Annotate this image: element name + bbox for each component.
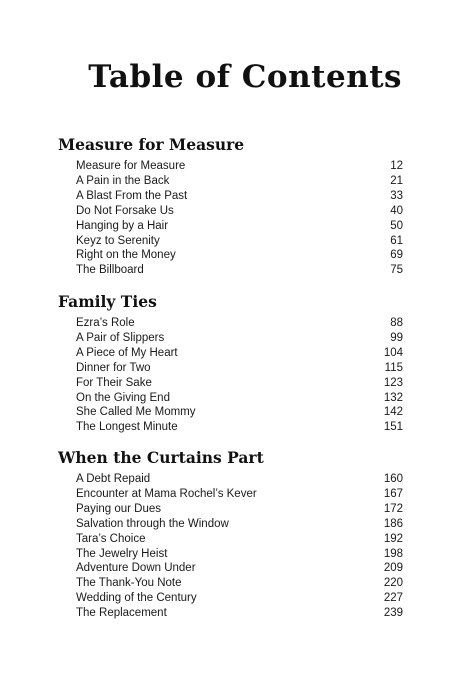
entry-title: The Replacement — [76, 607, 167, 620]
toc-entry[interactable] — [58, 316, 403, 331]
entry-list — [58, 472, 403, 621]
toc-entry[interactable] — [58, 420, 403, 435]
entry-title: Right on the Money — [76, 249, 176, 262]
toc-entry[interactable] — [58, 263, 403, 278]
entry-title: Do Not Forsake Us — [76, 204, 174, 217]
entry-page-number: 192 — [383, 532, 403, 545]
entry-title: The Thank-You Note — [76, 577, 182, 590]
toc-entry[interactable] — [58, 472, 403, 487]
entry-title: Tara’s Choice — [76, 532, 146, 545]
entry-page-number: 104 — [383, 346, 403, 359]
entry-list — [58, 316, 403, 435]
entry-page-number: 220 — [383, 577, 403, 590]
entry-title: The Longest Minute — [76, 421, 178, 434]
entry-page-number: 227 — [383, 592, 403, 605]
entry-title: Keyz to Serenity — [76, 234, 160, 247]
entry-page-number: 99 — [390, 331, 403, 344]
entry-list — [58, 159, 403, 278]
toc-entry[interactable] — [58, 361, 403, 376]
entry-page-number: 88 — [390, 317, 403, 330]
entry-page-number: 160 — [383, 473, 403, 486]
entry-page-number: 50 — [390, 219, 403, 232]
page-title: Table of Contents — [88, 59, 402, 95]
entry-page-number: 209 — [383, 562, 403, 575]
section-heading: Family Ties — [58, 292, 157, 311]
toc-entry[interactable] — [58, 517, 403, 532]
entry-page-number: 12 — [390, 160, 403, 173]
toc-entry[interactable] — [58, 174, 403, 189]
entry-page-number: 151 — [383, 421, 403, 434]
entry-title: A Debt Repaid — [76, 473, 151, 486]
entry-page-number: 61 — [390, 234, 403, 247]
entry-page-number: 40 — [390, 204, 403, 217]
entry-title: A Pain in the Back — [76, 174, 170, 187]
entry-title: The Jewelry Heist — [76, 547, 168, 560]
toc-entry[interactable] — [58, 219, 403, 234]
entry-page-number: 115 — [384, 361, 403, 374]
entry-title: A Pair of Slippers — [76, 331, 165, 344]
entry-page-number: 123 — [383, 376, 403, 389]
toc-entry[interactable] — [58, 405, 403, 420]
section-heading: When the Curtains Part — [58, 448, 264, 467]
entry-title: Encounter at Mama Rochel’s Kever — [76, 487, 257, 500]
entry-page-number: 21 — [390, 174, 403, 187]
entry-page-number: 186 — [383, 517, 403, 530]
entry-title: A Blast From the Past — [76, 189, 188, 202]
entry-page-number: 132 — [383, 391, 403, 404]
toc-entry[interactable] — [58, 547, 403, 562]
entry-title: Wedding of the Century — [76, 592, 197, 605]
entry-title: Hanging by a Hair — [76, 219, 169, 232]
toc-entry[interactable] — [58, 391, 403, 406]
toc-section — [58, 449, 403, 621]
toc-section — [58, 293, 403, 435]
toc-entry[interactable] — [58, 234, 403, 249]
toc-entry[interactable] — [58, 376, 403, 391]
toc-entry[interactable] — [58, 502, 403, 517]
toc-entry[interactable] — [58, 248, 403, 263]
entry-title: Ezra’s Role — [76, 317, 135, 330]
entry-title: Salvation through the Window — [76, 517, 229, 530]
entry-title: For Their Sake — [76, 376, 152, 389]
entry-page-number: 239 — [383, 607, 403, 620]
entry-page-number: 33 — [390, 189, 403, 202]
entry-title: The Billboard — [76, 264, 144, 277]
toc-entry[interactable] — [58, 591, 403, 606]
entry-page-number: 198 — [383, 547, 403, 560]
entry-title: Paying our Dues — [76, 502, 162, 515]
toc-entry[interactable] — [58, 532, 403, 547]
toc-entry[interactable] — [58, 189, 403, 204]
toc-entry[interactable] — [58, 331, 403, 346]
entry-page-number: 69 — [390, 249, 403, 262]
toc-entry[interactable] — [58, 159, 403, 174]
toc-section — [58, 136, 403, 278]
toc-entry[interactable] — [58, 487, 403, 502]
entry-title: A Piece of My Heart — [76, 346, 178, 359]
entry-title: On the Giving End — [76, 391, 170, 404]
section-heading: Measure for Measure — [58, 135, 245, 154]
entry-page-number: 142 — [383, 406, 403, 419]
toc-entry[interactable] — [58, 346, 403, 361]
entry-page-number: 167 — [383, 487, 403, 500]
toc-entry[interactable] — [58, 576, 403, 591]
entry-page-number: 172 — [383, 502, 403, 515]
entry-page-number: 75 — [390, 264, 403, 277]
entry-title: Measure for Measure — [76, 160, 186, 173]
entry-title: Dinner for Two — [76, 361, 151, 374]
toc-entry[interactable] — [58, 204, 403, 219]
toc-entry[interactable] — [58, 561, 403, 576]
toc-entry[interactable] — [58, 606, 403, 621]
entry-title: She Called Me Mommy — [76, 406, 196, 419]
entry-title: Adventure Down Under — [76, 562, 196, 575]
